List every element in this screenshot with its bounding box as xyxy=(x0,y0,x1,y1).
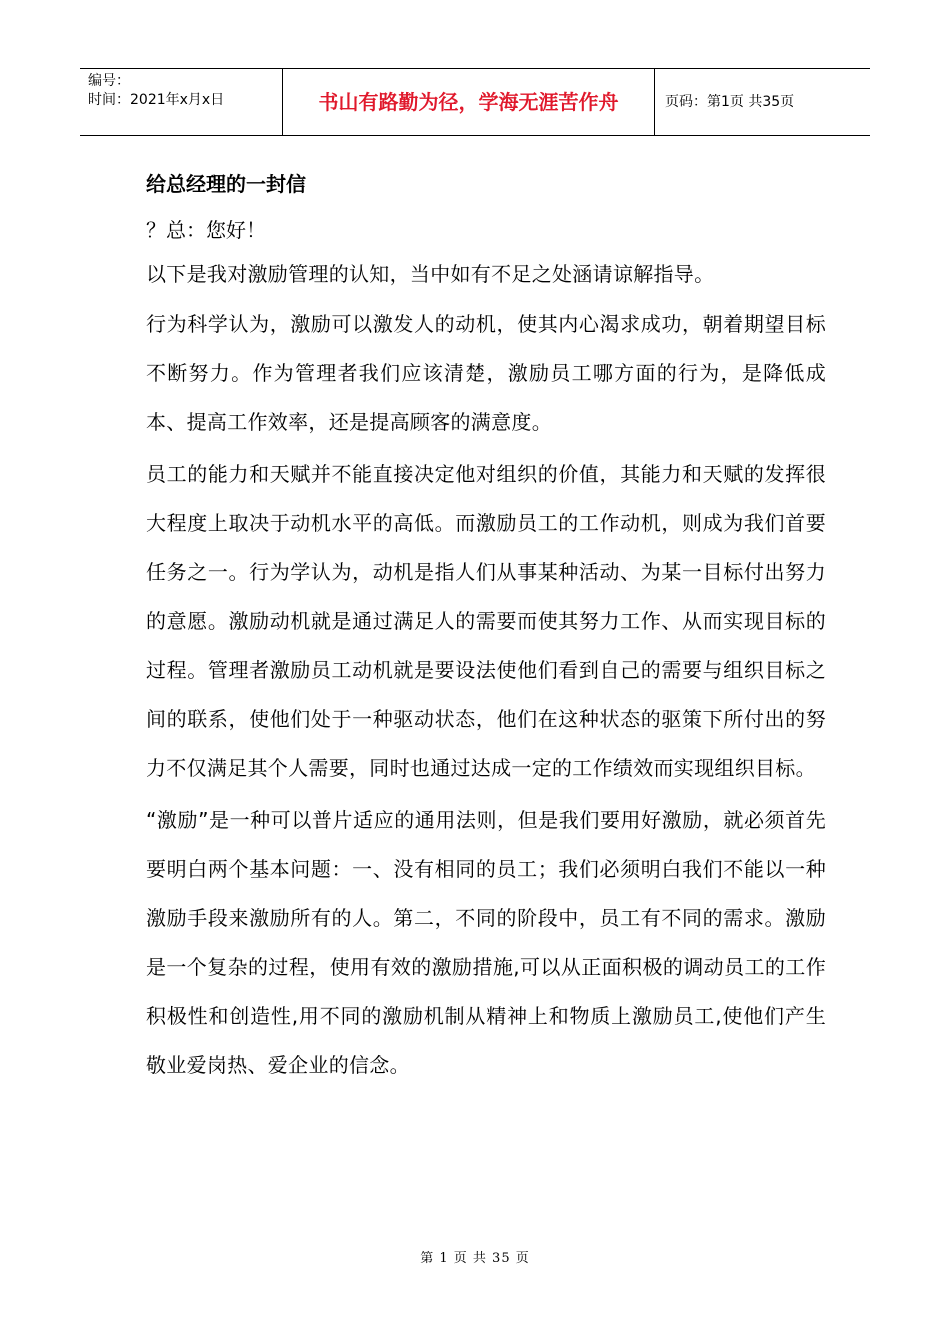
document-title: 给总经理的一封信 xyxy=(146,172,306,196)
paragraph: 员工的能力和天赋并不能直接决定他对组织的价值，其能力和天赋的发挥很大程度上取决于动机水平的高低。而激励员工的工作动机，则成为我们首要任务之一。行为学认为，动机是指人们从事某种活动、为某一目标付出努力的意愿。激励动机就是通过满足人的需要而使其努力工作、从而实现目标的过程。管理者激励员工动机就是要设法使他们看到自己的需要与组织目标之间的联系，使他们处于一种驱动状态，他们在这种状态的驱策下所付出的努力不仅满足其个人需要，同时也通过达成一定的工作绩效而实现组织目标。 xyxy=(146,462,826,780)
document-date-label: 时间：2021年x月x日 xyxy=(88,92,225,108)
header-page-info: 页码：第1页 共35页 xyxy=(665,94,795,110)
document-body xyxy=(146,166,826,1093)
header-motto: 书山有路勤为径，学海无涯苦作舟 xyxy=(283,69,655,135)
header-meta xyxy=(80,69,283,135)
page-footer: 第 1 页 共 35 页 xyxy=(420,1251,530,1266)
paragraph: “激励”是一种可以普片适应的通用法则，但是我们要用好激励，就必须首先要明白两个基本问题：一、没有相同的员工；我们必须明白我们不能以一种激励手段来激励所有的人。第二，不同的阶段中，员工有不同的需求。激励是一个复杂的过程，使用有效的激励措施,可以从正面积极的调动员工的工作积极性和创造性,用不同的激励机制从精神上和物质上激励员工,使他们产生敬业爱岗热、爱企业的信念。 xyxy=(146,808,826,1077)
document-number-label: 编号： xyxy=(88,73,130,89)
paragraph-intro: 以下是我对激励管理的认知，当中如有不足之处涵请谅解指导。 xyxy=(146,262,715,286)
paragraph: 行为科学认为，激励可以激发人的动机，使其内心渴求成功，朝着期望目标不断努力。作为管理者我们应该清楚，激励员工哪方面的行为，是降低成本、提高工作效率，还是提高顾客的满意度。 xyxy=(146,312,826,434)
greeting: ？总：您好！ xyxy=(146,218,266,242)
page-header xyxy=(80,68,870,136)
